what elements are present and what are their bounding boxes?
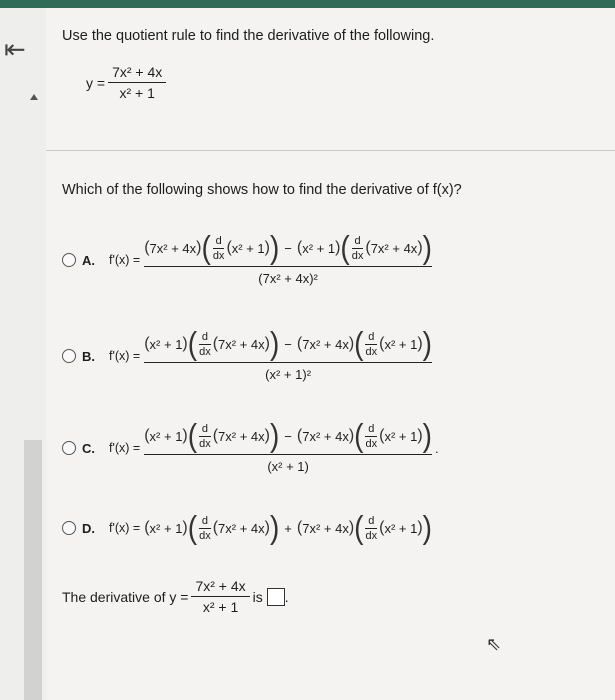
option-d[interactable] [62,509,432,546]
given-function [86,64,169,101]
option-a-letter: A. [82,252,95,268]
option-d-letter: D. [82,520,95,536]
back-arrow-icon[interactable]: ⇤ [4,34,26,64]
question-text: Which of the following shows how to find the derivative of f(x)? [62,182,462,198]
option-d-fx: f'(x) = [109,521,141,535]
answer-suffix: is [252,588,263,605]
answer-label: The derivative of y = [62,588,189,605]
option-a-denominator: (7x² + 4x)² [258,271,318,286]
answer-fraction: $\frac{\text{7x² + 4x}}{\text{x² + 1}}$ [191,578,249,615]
option-d-expression: ( x² + 1 ) ( d dx ( 7x² + 4x ) ) + ( 7x² + 4x ) ( d dx ( x² + 1 ) ) [144,509,432,546]
option-c-fraction [144,417,432,474]
answer-input[interactable] [267,588,285,606]
option-a[interactable] [62,229,432,286]
triangle-up-icon[interactable] [30,94,38,100]
given-lhs: y = [86,74,106,91]
option-c-radio[interactable] [62,441,76,455]
option-c[interactable]: C. f'(x) = ( x² + 1 ) ( d dx ( 7x² + 4x ) ) − ( 7x² + 4x ) ( d dx ( x² + 1 ) ) (x² + 1) . [62,422,439,474]
option-b[interactable] [62,325,432,382]
option-b-fx: f'(x) = [109,349,141,363]
divider [46,150,615,151]
header-bar [0,0,615,8]
scrollbar[interactable] [24,440,42,700]
answer-line: The derivative of y = $\frac{\text{7x² + 4x}}{\text{x² + 1}}$ is . [62,578,289,615]
problem-prompt: Use the quotient rule to find the derivative of the following. [62,28,435,44]
option-c-fx: f'(x) = [109,441,141,455]
option-d-radio[interactable] [62,521,76,535]
given-numerator: 7x² + 4x [112,64,163,80]
option-b-radio[interactable] [62,349,76,363]
option-b-numerator: ( x² + 1 ) ( d dx ( 7x² + 4x ) ) − ( 7x² + 4x ) ( d dx ( x² + 1 ) ) [144,325,432,362]
given-fraction [108,64,166,101]
given-denominator: x² + 1 [119,85,155,101]
option-b-denominator: (x² + 1)² [265,367,312,382]
option-c-letter: C. [82,440,95,456]
option-a-radio[interactable] [62,253,76,267]
option-c-denominator: (x² + 1) [267,459,309,474]
mouse-pointer-icon: ⇖ [486,634,502,654]
option-b-fraction [144,325,432,382]
option-c-numerator: ( x² + 1 ) ( d dx ( 7x² + 4x ) ) − ( 7x² + 4x ) ( d dx ( x² + 1 ) ) [144,417,432,454]
option-a-fraction [144,229,432,286]
option-a-numerator: ( 7x² + 4x ) ( d dx ( x² + 1 ) ) − ( x² + 1 ) ( d dx ( 7x² + 4x ) ) [144,229,432,266]
option-b-letter: B. [82,348,95,364]
option-a-fx: f'(x) = [109,253,141,267]
